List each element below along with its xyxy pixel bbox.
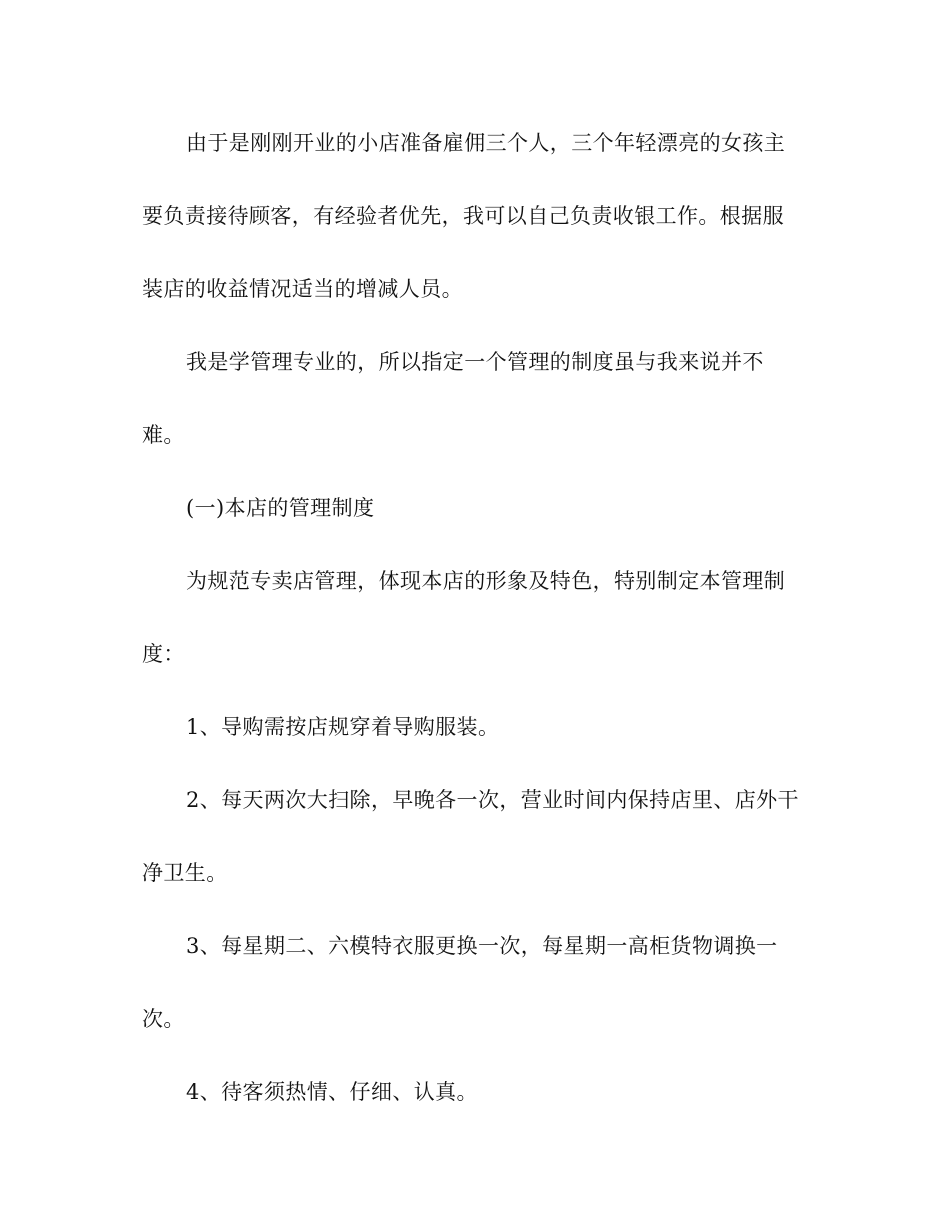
rule-item-4: 4、待客须热情、仔细、认真。 (186, 1080, 478, 1104)
rule-item-3-line-1: 3、每星期二、六模特衣服更换一次，每星期一高柜货物调换一 (186, 934, 778, 958)
rule-item-2-line-1: 2、每天两次大扫除，早晚各一次，营业时间内保持店里、店外干 (186, 788, 799, 812)
paragraph-1-line-1: 由于是刚刚开业的小店准备雇佣三个人，三个年轻漂亮的女孩主 (186, 131, 786, 155)
paragraph-1-line-2: 要负责接待顾客，有经验者优先，我可以自己负责收银工作。根据服 (142, 204, 784, 228)
rule-item-1: 1、导购需按店规穿着导购服装。 (186, 715, 500, 739)
paragraph-2-line-2: 难。 (142, 423, 185, 447)
paragraph-2-line-1: 我是学管理专业的，所以指定一个管理的制度虽与我来说并不 (186, 350, 764, 374)
rule-item-2-line-2: 净卫生。 (142, 861, 228, 885)
paragraph-4-line-1: 为规范专卖店管理，体现本店的形象及特色，特别制定本管理制 (186, 569, 786, 593)
section-heading: (一)本店的管理制度 (186, 496, 375, 520)
paragraph-1-line-3: 装店的收益情况适当的增减人员。 (142, 277, 463, 301)
paragraph-4-line-2: 度： (142, 642, 185, 666)
rule-item-3-line-2: 次。 (142, 1007, 185, 1031)
